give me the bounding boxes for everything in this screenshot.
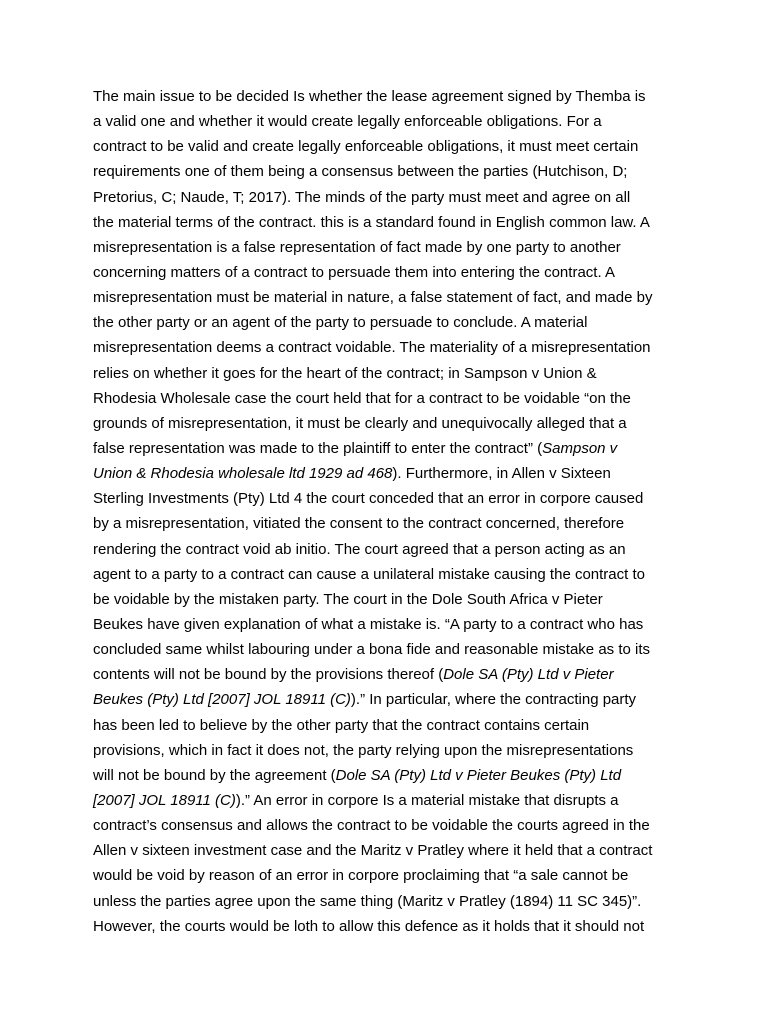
case-citation: Union & Rhodesia wholesale ltd 1929 ad 468: [93, 465, 393, 483]
case-citation: [2007] JOL 18911 (C): [93, 791, 236, 809]
text-line: [93, 763, 675, 788]
text-line: [93, 662, 675, 687]
case-citation: Dole SA (Pty) Ltd v Pieter: [443, 666, 614, 684]
text-run: be voidable by the mistaken party. The court in the Dole South Africa v Pieter: [93, 590, 603, 608]
text-line: [93, 285, 675, 310]
text-line: [93, 411, 675, 436]
text-run: rendering the contract void ab initio. The court agreed that a person acting as an: [93, 540, 626, 558]
text-line: [93, 361, 675, 386]
text-line: [93, 436, 675, 461]
text-run: the material terms of the contract. this is a standard found in English common law. A: [93, 213, 650, 231]
text-line: [93, 134, 675, 159]
text-run: Sterling Investments (Pty) Ltd 4 the court conceded that an error in corpore caused: [93, 490, 644, 508]
text-run: by a misrepresentation, vitiated the consent to the contract concerned, therefore: [93, 515, 625, 533]
text-line: [93, 788, 675, 813]
text-line: [93, 109, 675, 134]
case-citation: Beukes (Pty) Ltd [2007] JOL 18911 (C): [93, 691, 351, 709]
text-line: [93, 210, 675, 235]
text-run: would be void by reason of an error in corpore proclaiming that “a sale cannot be: [93, 867, 629, 885]
text-run: concerning matters of a contract to persuade them into entering the contract. A: [93, 263, 615, 281]
case-citation: Sampson v: [542, 439, 618, 457]
text-line: [93, 813, 675, 838]
text-run: provisions, which in fact it does not, the party relying upon the misrepresentations: [93, 741, 634, 759]
text-line: [93, 335, 675, 360]
text-line: [93, 486, 675, 511]
text-line: [93, 889, 675, 914]
text-line: [93, 914, 675, 939]
text-line: [93, 84, 675, 109]
text-run: false representation was made to the plaintiff to enter the contract” (: [93, 439, 543, 457]
text-run: agent to a party to a contract can cause a unilateral mistake causing the contract to: [93, 565, 645, 583]
text-line: [93, 738, 675, 763]
text-run: misrepresentation is a false representation of fact made by one party to another: [93, 238, 621, 256]
text-run: a valid one and whether it would create legally enforceable obligations. For a: [93, 113, 602, 131]
text-line: [93, 687, 675, 712]
text-line: [93, 159, 675, 184]
text-run: ).” An error in corpore Is a material mistake that disrupts a: [235, 791, 619, 809]
text-run: unless the parties agree upon the same thing (Maritz v Pratley (1894) 11 SC 345)”.: [93, 892, 642, 910]
text-run: concluded same whilst labouring under a bona fide and reasonable mistake as to its: [93, 641, 651, 659]
text-run: Allen v sixteen investment case and the Maritz v Pratley where it held that a contract: [93, 842, 653, 860]
text-run: has been led to believe by the other party that the contract contains certain: [93, 716, 590, 734]
text-run: Beukes have given explanation of what a mistake is. “A party to a contract who has: [93, 615, 644, 633]
text-line: [93, 511, 675, 536]
text-run: relies on whether it goes for the heart of the contract; in Sampson v Union &: [93, 364, 597, 382]
text-run: Pretorius, C; Naude, T; 2017). The minds of the party must meet and agree on all: [93, 188, 631, 206]
text-run: contract’s consensus and allows the contract to be voidable the courts agreed in the: [93, 817, 650, 835]
text-run: contract to be valid and create legally enforceable obligations, it must meet certain: [93, 138, 639, 156]
text-run: the other party or an agent of the party to persuade to conclude. A material: [93, 314, 588, 332]
text-line: [93, 713, 675, 738]
text-line: [93, 637, 675, 662]
text-line: [93, 235, 675, 260]
text-run: The main issue to be decided Is whether the lease agreement signed by Themba is: [93, 88, 646, 105]
text-line: [93, 863, 675, 888]
text-run: contents will not be bound by the provisions thereof (: [93, 666, 444, 684]
text-run: ).” In particular, where the contracting party: [350, 691, 637, 709]
text-run: ). Furthermore, in Allen v Sixteen: [392, 465, 611, 483]
text-run: requirements one of them being a consensus between the parties (Hutchison, D;: [93, 163, 628, 181]
body-paragraph: [93, 84, 675, 939]
text-line: [93, 612, 675, 637]
text-line: [93, 562, 675, 587]
text-run: misrepresentation deems a contract voidable. The materiality of a misrepresentation: [93, 339, 651, 357]
text-run: grounds of misrepresentation, it must be clearly and unequivocally alleged that a: [93, 414, 627, 432]
case-citation: Dole SA (Pty) Ltd v Pieter Beukes (Pty) Ltd: [335, 766, 622, 784]
text-line: [93, 310, 675, 335]
text-run: However, the courts would be loth to allow this defence as it holds that it should not: [93, 917, 645, 935]
text-run: Rhodesia Wholesale case the court held that for a contract to be voidable “on the: [93, 389, 631, 407]
text-line: [93, 537, 675, 562]
text-line: [93, 838, 675, 863]
text-line: [93, 185, 675, 210]
text-line: [93, 461, 675, 486]
text-run: will not be bound by the agreement (: [93, 766, 336, 784]
text-line: [93, 260, 675, 285]
text-line: [93, 587, 675, 612]
text-line: [93, 386, 675, 411]
text-run: misrepresentation must be material in nature, a false statement of fact, and made by: [93, 289, 653, 307]
